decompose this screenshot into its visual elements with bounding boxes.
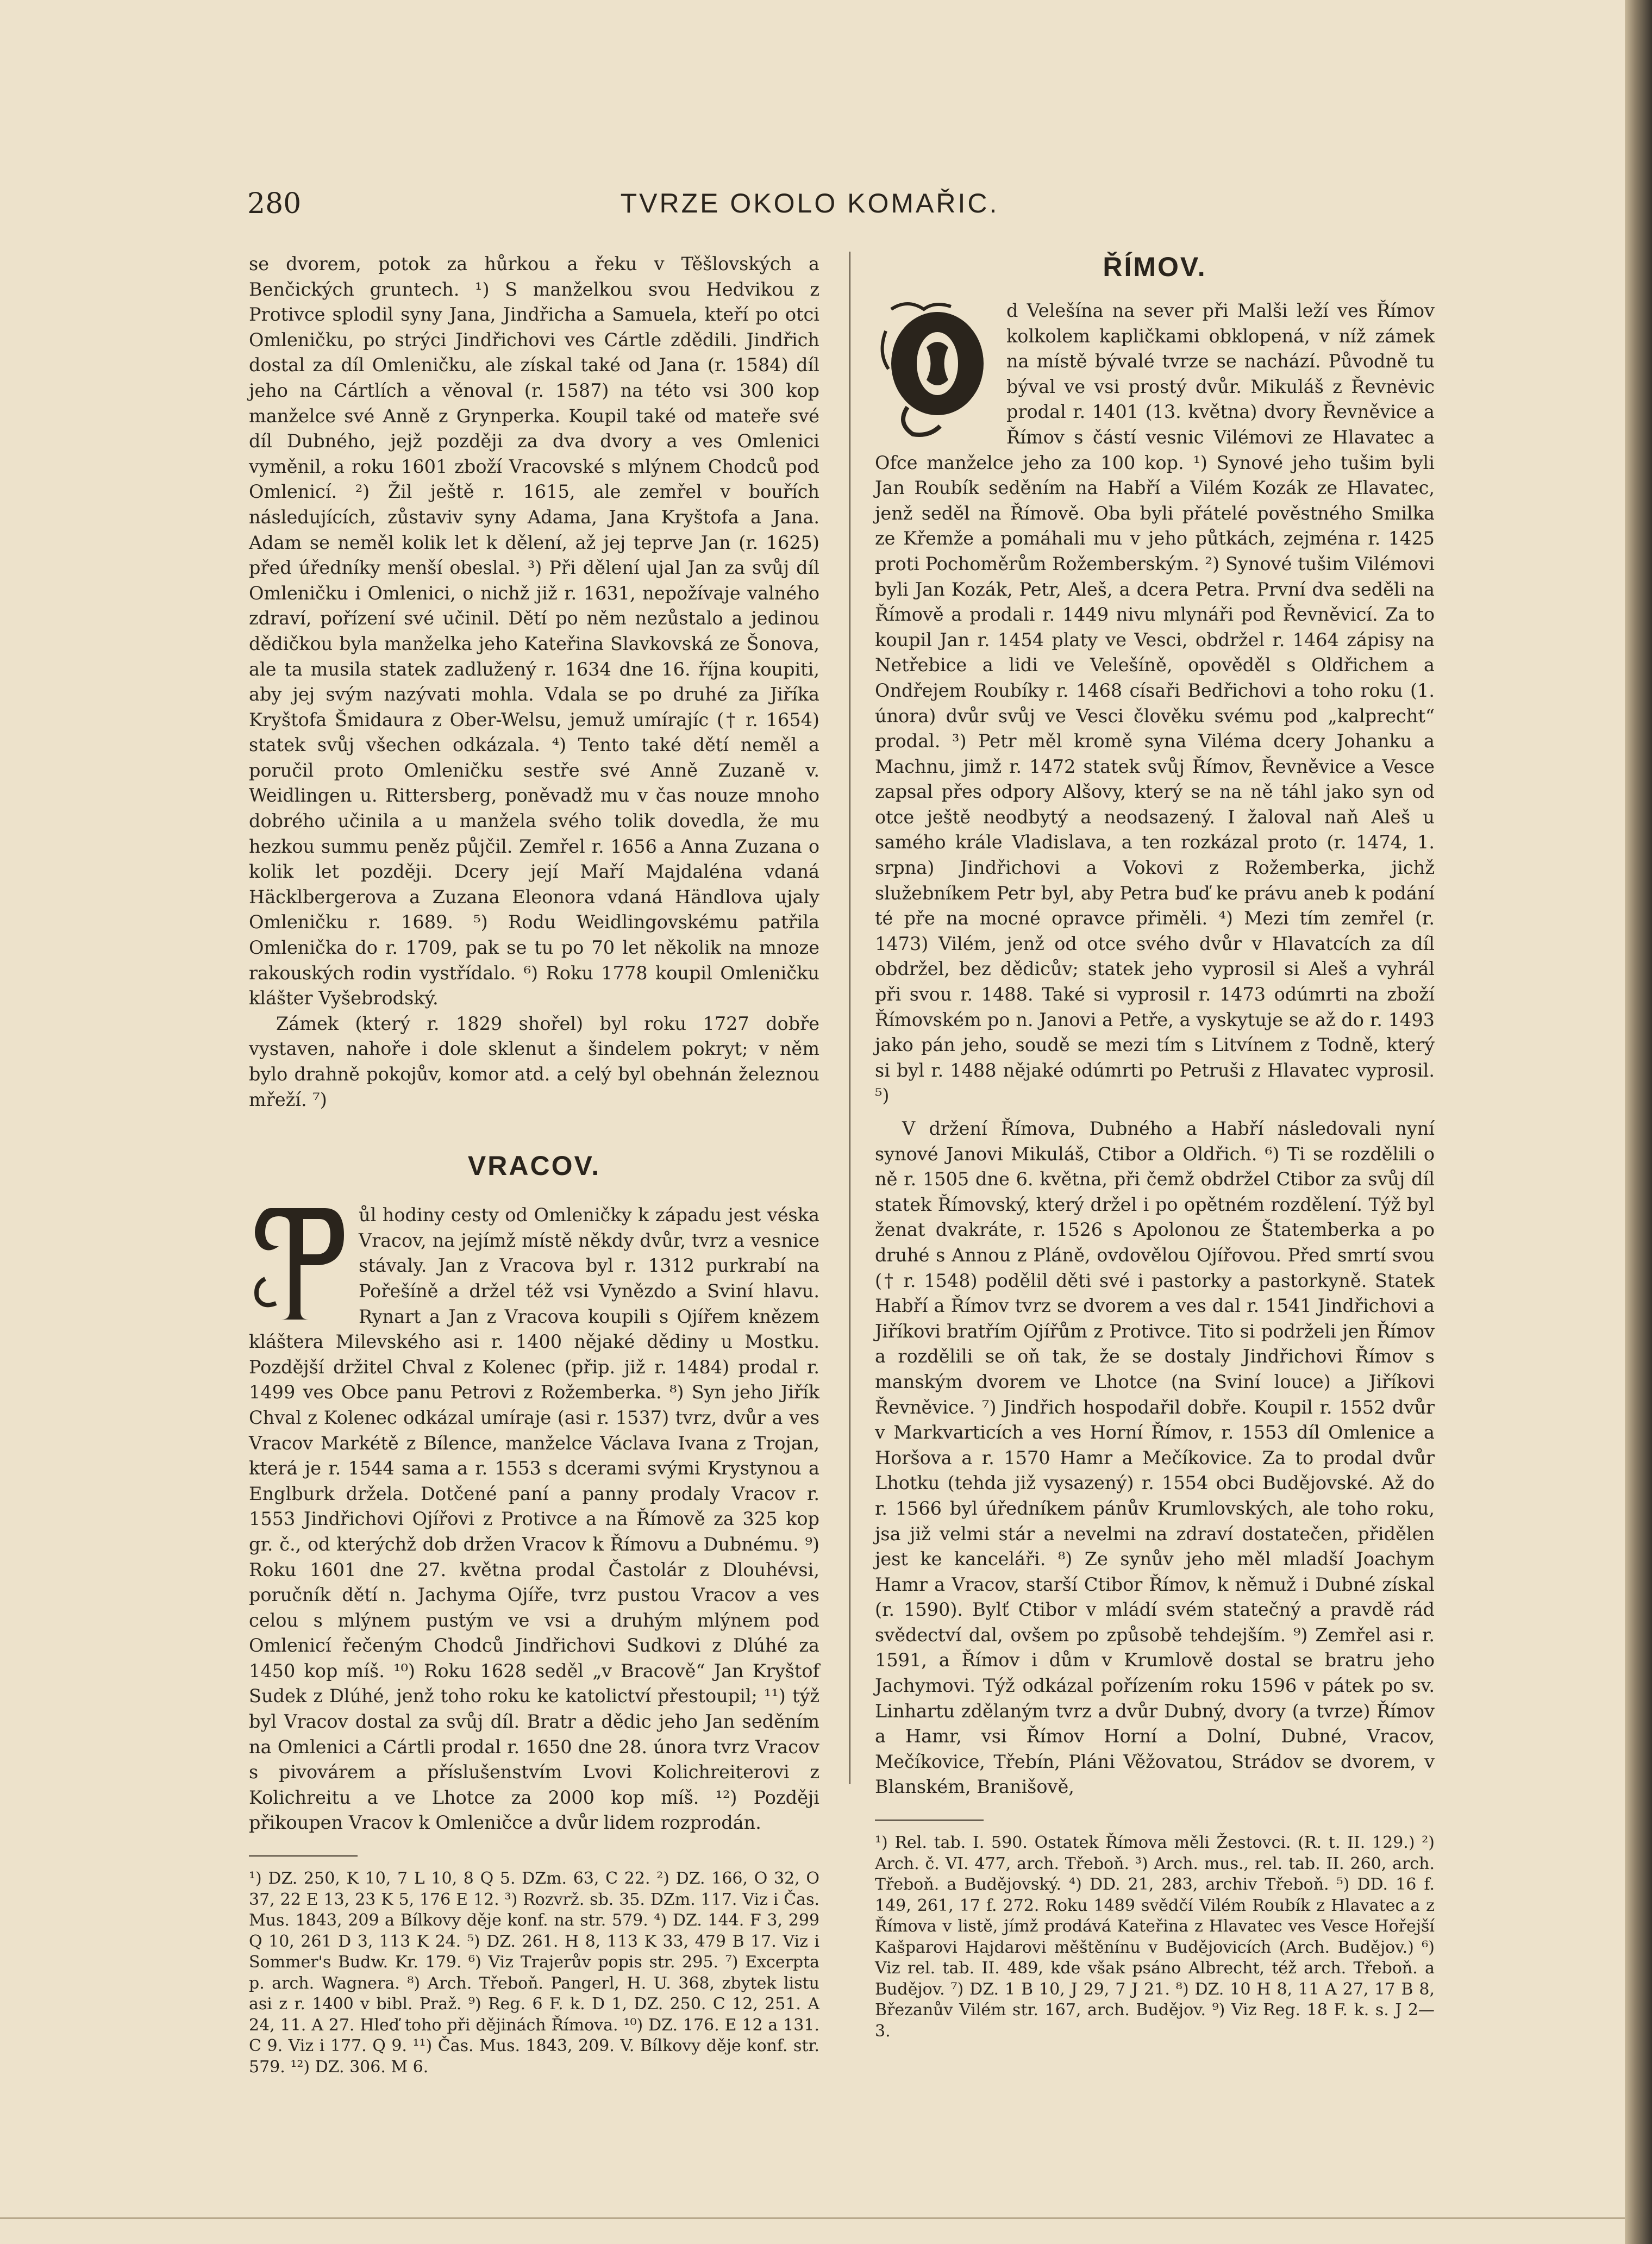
left-column (249, 252, 819, 2078)
section-heading-rimov: ŘÍMOV. (1103, 252, 1207, 282)
ornamental-initial-p (249, 1203, 347, 1322)
paragraph-rimov-1: d Velešína na sever při Malši leží ves Římov kolkolem kapličkami obklopená, v níž zámek na místě bývalé tvrze se nachází. Původně tu býval ve vsi prostý dvůr. Mikuláš z Řevnėvic prodal r. 1401 (13. května) dvory Řevněvice a Římov s částí vesnic Vilémovi ze Hlavatec a Ofce manželce jeho za 100 kop. ¹) Synové jeho tušim byli Jan Roubík seděním na Habří a Vilém Kozák ze Hlavatec, jenž seděl na Římově. Oba byli přátelé pověstného Smilka ze Křemže a pomáhali mu v jeho půtkách, zejména r. 1425 proti Pochoměrům Rožemberským. ²) Synové tušim Vilémovi byli Jan Kozák, Petr, Aleš, a dcera Petra. První dva seděli na Římově a prodali r. 1449 nivu mlynáři pod Řevněvicí. Za to koupil Jan r. 1454 platy ve Vesci, obdržel r. 1464 zápisy na Netřebice a lidi ve Velešíně, opověděl s Oldřichem a Ondřejem Roubíky r. 1468 císaři Bedřichovi a toho roku (1. února) dvůr svůj ve Vesci člověku svému pod „kalprecht“ prodal. ³) Petr měl kromě syna Viléma dcery Johanku a Machnu, jimž r. 1472 statek svůj Římov, Řevněvice a Vesce zapsal přes odpory Alšovy, který se na ně táhl jako syn od otce ještě neodbytý a neodsazený. I žaloval naň Aleš u samého krále Vladislava, a ten rozkázal proto (r. 1474, 1. srpna) Jindřichovi a Vokovi z Rožemberka, jichž služebníkem Petr byl, aby Petra buď ke právu aneb k podání té pře na mocné opravce přiměli. ⁴) Mezi tím zemřel (r. 1473) Vilém, jenž od otce svého dvůr v Hlavatcích za díl obdržel, bez dědicův; statek jeho vyprosil si Aleš a vyhrál při svou r. 1488. Také si vyprosil r. 1473 odúmrti na zboží Římovském po n. Janovi a Petře, a vyskytuje se až do r. 1493 jako pán jeho, soudě se mezi tím s Litvínem z Todně, který si byl r. 1488 nějaké odúmrti po Petruši z Hlavatec vyprosil. ⁵) (875, 300, 1435, 1107)
page-header (247, 187, 1372, 231)
footnotes-right: ¹) Rel. tab. I. 590. Ostatek Římova měli Žestovci. (R. t. II. 129.) ²) Arch. č. VI. 477, arch. Třeboň. ³) Arch. mus., rel. tab. II. 260, arch. Třeboň. a Budějovský. ⁴) DD. 21, 283, archiv Třeboň. ⁵) DD. 16 f. 149, 261, 17 f. 272. Roku 1489 svědčí Vilém Roubík z Hlavatec a z Římova v listě, jímž prodává Kateřina z Hlavatec ves Vesce Hořejší Kašparovi Hajdarovi měštěnínu v Budějovicích (Arch. Budějov.) ⁶) Viz rel. tab. II. 489, kde však psáno Albrecht, též arch. Třeboň. a Budějov. ⁷) DZ. 1 B 10, J 29, 7 J 21. ⁸) DZ. 10 H 8, 11 A 27, 17 B 8, Březanův Vilém str. 167, arch. Budějov. ⁹) Viz Reg. 18 F. k. s. J 2—3. (875, 1833, 1435, 2041)
footnote-rule (875, 1820, 984, 1821)
paragraph-vracov: ůl hodiny cesty od Omleničky k západu jest véska Vracov, na jejímž místě někdy dvůr, tvrz a vesnice stávaly. Jan z Vracova byl r. 1312 purkrabí na Pořešíně a držel též vsi Vynězdo a Sviní hlavu. Rynart a Jan z Vracova koupili s Ojířem knězem kláštera Milevského asi r. 1400 nějaké dědiny u Mostku. Pozdější držitel Chval z Kolenec (přip. již r. 1484) prodal r. 1499 ves Obce panu Petrovi z Rožemberka. ⁸) Syn jeho Jiřík Chval z Kolenec odkázal umíraje (asi r. 1537) tvrz, dvůr a ves Vracov Markétě z Bílence, manželce Václava Ivana z Trojan, která je r. 1544 sama a r. 1553 s dcerami svými Krystynou a Englburk držela. Dotčené paní a panny prodaly Vracov r. 1553 Jindřichovi Ojířovi z Protivce a na Římově za 325 kop gr. č., od kterýchž dob držen Vracov k Římovu a Dubnému. ⁹) Roku 1601 dne 27. května prodal Častolár z Dlouhévsi, poručník dětí n. Jachyma Ojíře, tvrz pustou Vracov a ves celou s mlýnem pustým ve vsi a druhým mlýnem pod Omlenicí řečeným Chodců Jindřichovi Sudkovi z Dlúhé za 1450 kop míš. ¹⁰) Roku 1628 seděl „v Bracově“ Jan Kryštof Sudek z Dlúhé, jenž toho roku ke katolictví přestoupil; ¹¹) týž byl Vracov dostal za svůj díl. Bratr a dědic jeho Jan seděním na Omlenici a Cártli prodal r. 1650 dne 28. února tvrz Vracov s pivovárem a příslušenstvím Lvovi Kolichreiterovi z Kolichreitu a ve Lhotce za 2000 kop míš. ¹²) Později přikoupen Vracov k Omleničce a dvůr lidem rozprodán. (249, 1204, 819, 1834)
right-column (875, 252, 1435, 2042)
ornamental-initial-o (875, 298, 994, 440)
ornament-flourish-icon (875, 298, 994, 440)
ornament-flourish-icon (249, 1203, 347, 1322)
footnote-rule (249, 1855, 358, 1857)
page-number: 280 (247, 187, 302, 220)
running-title: TVRZE OKOLO KOMAŘIC. (620, 188, 999, 218)
page-bottom-edge (0, 2217, 1625, 2219)
section-heading-vracov: VRACOV. (467, 1151, 601, 1182)
paragraph-omlenicka-1: se dvorem, potok za hůrkou a řeku v Těšlovských a Benčických gruntech. ¹) S manželkou svou Hedvikou z Protivce splodil syny Jana, Jindřicha a Samuela, kteří po otci Omleničku, po strýci Jindřichovi ves Cártle zdědili. Jindřich dostal za díl Omleničku, ale získal také od Jana (r. 1584) díl jeho na Cártlích a věnoval (r. 1587) na této vsi 300 kop manželce své Anně z Grynperka. Koupil také od mateře své díl Dubného, jejž později za dva dvory a ves Omlenici vyměnil, a roku 1601 zboží Vracovské s mlýnem Chodců pod Omlenicí. ²) Žil ještě r. 1615, ale zemřel v bouřích následujících, zůstaviv syny Adama, Jana Kryštofa a Jana. Adam se neměl kolik let k dělení, až jej teprve Jan (r. 1625) před úředníky menší obeslal. ³) Při dělení ujal Jan za svůj díl Omleničku i Omlenici, o nichž již r. 1631, nepožívaje valného zdraví, pořízení své učinil. Dětí po něm nezůstalo a jedinou dědičkou byla manželka jeho Kateřina Slavkovská ze Šonova, ale ta musila statek zadlužený r. 1634 dne 16. října koupiti, aby jej svým nazývati mohla. Vdala se po druhé za Jiříka Kryštofa Šmidaura z Ober-Welsu, jemuž umírajíc († r. 1654) statek svůj všechen odkázala. ⁴) Tento také dětí neměl a poručil proto Omleničku sestře své Anně Zuzaně v. Weidlingen u. Rittersberg, poněvadž mu v čas nouze mnoho dobrého učinila a u manžela svého tolik dovedla, že mu hezkou summu peněz půjčil. Zemřel r. 1656 a Anna Zuzana o kolik let později. Dcery její Maří Majdaléna vdaná Häcklbergerova a Zuzana Eleonora vdaná Händlova ujaly Omleničku r. 1689. ⁵) Rodu Weidlingovskému patřila Omlenička do r. 1709, pak se tu po 70 let několik na mnoze rakouských rodin vystřídalo. ⁶) Roku 1778 koupil Omleničku klášter Vyšebrodský. (249, 253, 819, 1009)
book-spine-edge (1625, 0, 1652, 2244)
paragraph-omlenicka-2: Zámek (který r. 1829 shořel) byl roku 1727 dobře vystaven, nahoře i dole sklenut a šindelem pokryt; v něm bylo drahně pokojův, komor atd. a celý byl obehnán železnou mřeží. ⁷) (249, 1012, 819, 1110)
footnotes-left: ¹) DZ. 250, K 10, 7 L 10, 8 Q 5. DZm. 63, C 22. ²) DZ. 166, O 32, O 37, 22 E 13, 23 K 5, 176 E 12. ³) Rozvrž. sb. 35. DZm. 117. Viz i Čas. Mus. 1843, 209 a Bílkovy děje konf. na str. 579. ⁴) DZ. 144. F 3, 299 Q 10, 261 D 3, 113 K 24. ⁵) DZ. 261. H 8, 113 K 33, 479 B 17. Viz i Sommer's Budw. Kr. 179. ⁶) Viz Trajerův popis str. 295. ⁷) Excerpta p. arch. Wagnera. ⁸) Arch. Třeboň. Pangerl, H. U. 368, zbytek listu asi z r. 1400 v bibl. Praž. ⁹) Reg. 6 F. k. D 1, DZ. 250. C 12, 251. A 24, 11. A 27. Hleď toho při dějinách Římova. ¹⁰) DZ. 176. E 12 a 131. C 9. Viz i 177. Q 9. ¹¹) Čas. Mus. 1843, 209. V. Bílkovy děje konf. str. 579. ¹²) DZ. 306. M 6. (249, 1869, 819, 2077)
column-divider (849, 252, 850, 1784)
paragraph-rimov-2: V držení Římova, Dubného a Habří následovali nyní synové Janovi Mikuláš, Ctibor a Oldřich. ⁶) Ti se rozdělili o ně r. 1505 dne 6. května, při čemž obdržel Ctibor za svůj díl statek Římovský, který držel i po opětném rozdělení. Týž byl ženat dvakráte, r. 1526 s Apolonou ze Štatemberka a po druhé s Annou z Pláně, ovdovělou Ojířovou. Před smrtí svou († r. 1548) podělil děti své i pastorky a pastorkyně. Statek Habří a Římov tvrz se dvorem a ves dal r. 1541 Jindřichovi a Jiříkovi bratřím Ojířům z Protivce. Tito si podrželi jen Římov a rozdělili se oň tak, že se dostaly Jindřichovi Římov s manským dvorem ve Lhotce (na Sviní louce) a Jiříkovi Řevněvice. ⁷) Jindřich hospodařil dobře. Koupil r. 1552 dvůr v Markvarticích a ves Horní Římov, r. 1553 díl Omlenice a Horšova a r. 1570 Hamr a Mečíkovice. Za to prodal dvůr Lhotku (tehda již vysazený) r. 1554 obci Budějovské. Až do r. 1566 byl úředníkem pánův Krumlovských, ale toho roku, jsa již velmi stár a nevelmi na zdraví dostatečen, přidělen jest ke kanceláři. ⁸) Ze synův jeho měl mladší Joachym Hamr a Vracov, starší Ctibor Římov, k němuž i Dubné získal (r. 1590). Bylť Ctibor v mládí svém statečný a pravdě rád svědectví dal, ovšem po způsobě tehdejším. ⁹) Zemřel asi r. 1591, a Římov i dům v Krumlově dostal se bratru jeho Jachymovi. Týž odkázal pořízením roku 1596 v pátek po sv. Linhartu zdělaným tvrz a dvůr Dubný, dvory (a tvrze) Římov a Hamr, vsi Římov Horní a Dolní, Dubné, Vracov, Mečíkovice, Třebín, Pláni Věžovatou, Strádov se dvorem, v Blanském, Branišově, (875, 1118, 1435, 1798)
